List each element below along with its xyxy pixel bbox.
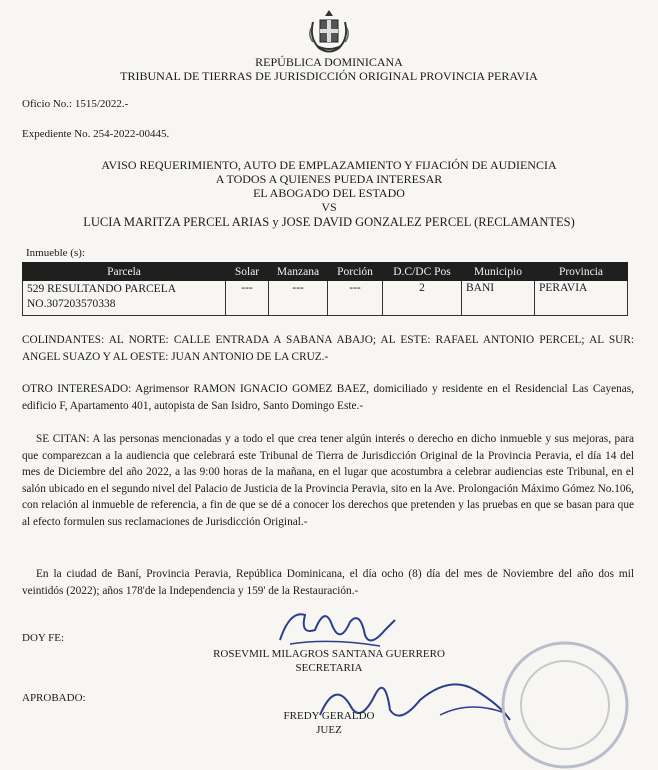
oficio-number: Oficio No.: 1515/2022.- bbox=[22, 98, 129, 110]
inmueble-header-row bbox=[23, 263, 628, 281]
cell-provincia: PERAVIA bbox=[535, 281, 628, 316]
inmueble-label: Inmueble (s): bbox=[26, 247, 85, 259]
country-name: REPÚBLICA DOMINICANA bbox=[255, 55, 403, 69]
official-stamp-icon bbox=[470, 620, 640, 770]
judge-role: JUEZ bbox=[316, 724, 342, 736]
notice-title: AVISO REQUERIMIENTO, AUTO DE EMPLAZAMIENTO Y FIJACIÓN DE AUDIENCIA bbox=[101, 158, 557, 172]
aprobado-label: APROBADO: bbox=[22, 692, 86, 704]
header-manzana: Manzana bbox=[269, 263, 328, 281]
header-municipio: Municipio bbox=[462, 263, 535, 281]
header-solar: Solar bbox=[226, 263, 269, 281]
se-citan-paragraph: SE CITAN: A las personas mencionadas y a todo el que crea tener algún interés o derecho en dicho inmueble y sus mejoras, para que comparezcan a la audiencia que celebrará este Tribunal de Tierra de Jurisdicción Original de la Provincia Peravia, el día 14 del mes de Diciembre del año 2022, a las 9:00 horas de la mañana, en el lugar que acostumbra a celebrar audiencias este Tribunal, en el salón ubicado en el segundo nivel del Palacio de Justicia de la Provincia Peravia, sito en la Ave. Prolongación Máximo Gómez No.106, con relación al inmueble de referencia, a fin de que se dé a conocer los derechos que pretenden y las pruebas en que se basan para que al efecto formulen sus reclamaciones de Jurisdicción Original.- bbox=[22, 433, 634, 528]
ciudad-paragraph: En la ciudad de Baní, Provincia Peravia, República Dominicana, el día ocho (8) día del mes de Noviembre del año dos mil veintidós (2022); años 178'de la Independencia y 159' de la Restauración.- bbox=[22, 568, 634, 597]
table-row bbox=[23, 281, 628, 316]
notice-addressee: A TODOS A QUIENES PUEDA INTERESAR bbox=[215, 172, 443, 186]
cell-manzana: --- bbox=[269, 281, 328, 316]
cell-solar: --- bbox=[226, 281, 269, 316]
cell-porcion: --- bbox=[328, 281, 383, 316]
header-dc-pos: D.C/DC Pos bbox=[383, 263, 462, 281]
header-parcela: Parcela bbox=[23, 263, 226, 281]
expediente-number: Expediente No. 254-2022-00445. bbox=[22, 128, 170, 140]
secretary-role: SECRETARIA bbox=[295, 662, 363, 674]
otro-interesado-paragraph: OTRO INTERESADO: Agrimensor RAMON IGNACIO GOMEZ BAEZ, domiciliado y residente en el Residencial Las Cayenas, edificio F, Apartamento 401, autopista de San Isidro, Santo Domingo Este.- bbox=[22, 383, 634, 412]
cell-municipio: BANI bbox=[462, 281, 535, 316]
doy-fe-label: DOY FE: bbox=[22, 632, 65, 644]
cell-dc-pos: 2 bbox=[383, 281, 462, 316]
colindantes-paragraph: COLINDANTES: AL NORTE: CALLE ENTRADA A SABANA ABAJO; AL ESTE: RAFAEL ANTONIO PERCEL; AL SUR: ANGEL SUAZO Y AL OESTE: JUAN ANTONIO DE LA CRUZ.- bbox=[22, 334, 634, 363]
tribunal-name: TRIBUNAL DE TIERRAS DE JURISDICCIÓN ORIGINAL PROVINCIA PERAVIA bbox=[120, 69, 538, 83]
notice-claimants: LUCIA MARITZA PERCEL ARIAS y JOSE DAVID GONZALEZ PERCEL (RECLAMANTES) bbox=[83, 215, 575, 229]
notice-party-1: EL ABOGADO DEL ESTADO bbox=[253, 186, 405, 200]
judge-name: FREDY GERALDO bbox=[283, 710, 375, 722]
notice-vs: VS bbox=[321, 200, 337, 214]
coat-of-arms-icon bbox=[307, 8, 351, 56]
header-provincia: Provincia bbox=[535, 263, 628, 281]
inmueble-table bbox=[22, 262, 628, 316]
header-porcion: Porción bbox=[328, 263, 383, 281]
secretary-name: ROSEVMIL MILAGROS SANTANA GUERRERO bbox=[213, 648, 445, 660]
cell-parcela: 529 RESULTANDO PARCELA NO.307203570338 bbox=[23, 281, 226, 316]
